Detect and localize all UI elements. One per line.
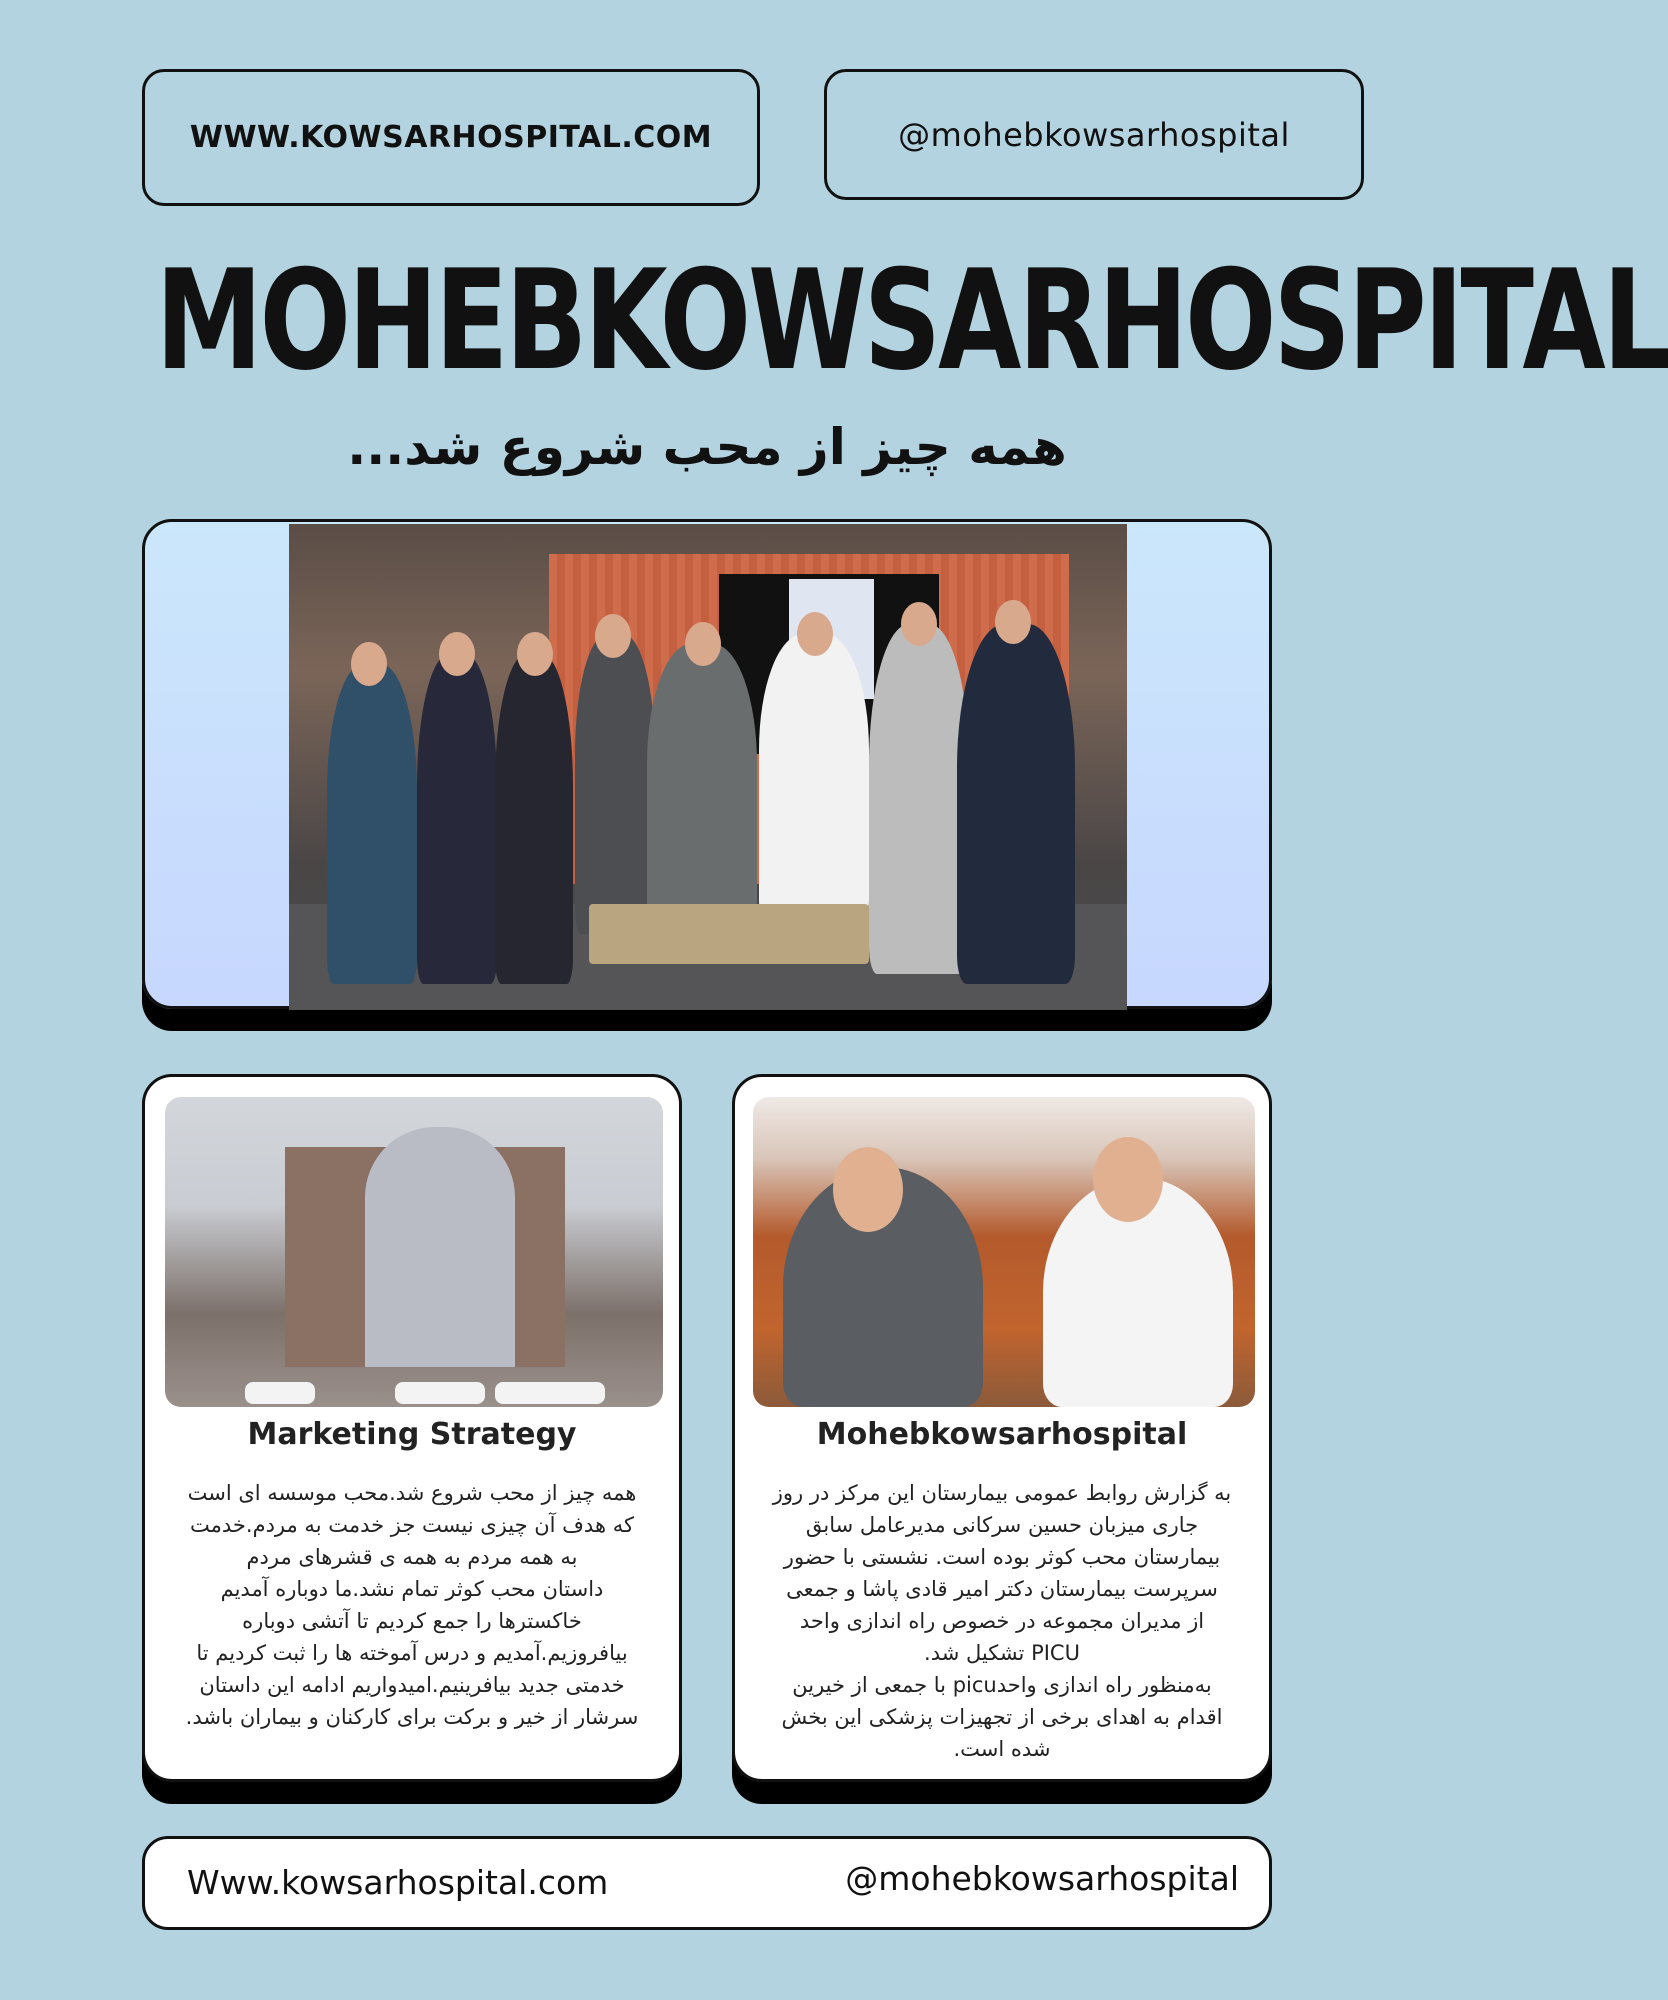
page-title: MOHEBKOWSARHOSPITAL [155, 240, 1668, 401]
social-handle-text: @mohebkowsarhospital [898, 115, 1290, 154]
card-body: به گزارش روابط عمومی بیمارستان این مرکز در روز جاری میزبان حسین سرکانی مدیرعامل سابق بیمارستان محب کوثر بوده است. نشستی با حضور سرپرست بیمارستان دکتر امیر قادی پاشا و جمعی از مدیران مجموعه در خصوص راه اندازی واحد PICU تشکیل شد. به‌منظور راه اندازی واحدpicu با جمعی از خیرین اقدام به اهدای برخی از تجهیزات پزشکی این بخش شده است. [772, 1481, 1232, 1761]
footer-bar [142, 1836, 1272, 1930]
card-mohebkowsarhospital [732, 1074, 1272, 1782]
card-marketing-strategy [142, 1074, 682, 1782]
slogan: همه چیز از محب شروع شد... [347, 418, 1067, 476]
card-body: همه چیز از محب شروع شد.محب موسسه ای است که هدف آن چیزی نیست جز خدمت به مردم.خدمت به همه مردم به همه ی قشرهای مردم داستان محب کوثر تمام نشد.ما دوباره آمدیم خاکسترها را جمع کردیم تا آتشی دوباره بیافروزیم.آمدیم و درس آموخته ها را ثبت کردیم تا خدمتی جدید بیافرینیم.امیدواریم ادامه این داستان سرشار از خیر و برکت برای کارکنان و بیماران باشد. [185, 1481, 639, 1729]
website-badge[interactable] [142, 69, 760, 206]
hospital-building-photo [165, 1097, 663, 1407]
footer-social-handle[interactable]: @mohebkowsarhospital [845, 1859, 1239, 1898]
card-title: Mohebkowsarhospital [816, 1417, 1188, 1452]
card-title: Marketing Strategy [247, 1417, 577, 1452]
group-photo [289, 524, 1127, 1010]
social-handle-badge[interactable] [824, 69, 1364, 200]
meeting-photo [753, 1097, 1255, 1407]
website-text: WWW.KOWSARHOSPITAL.COM [189, 120, 713, 155]
hero-card [142, 519, 1272, 1009]
footer-website-link[interactable]: Www.kowsarhospital.com [187, 1863, 609, 1902]
